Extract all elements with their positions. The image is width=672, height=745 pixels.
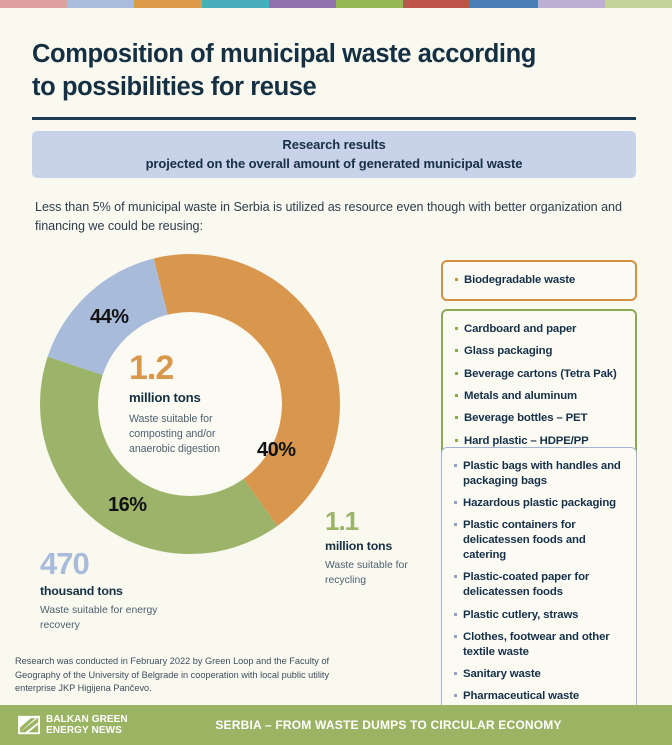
recycling-callout-unit: million tons <box>325 539 393 553</box>
legend-item-label: Plastic cutlery, straws <box>463 608 579 621</box>
legend-item-label: Glass packaging <box>464 345 553 358</box>
footer-bar <box>0 705 672 745</box>
legend-item <box>455 344 622 359</box>
bullet-icon <box>455 394 458 397</box>
bullet-icon <box>454 694 457 697</box>
recycling-callout-value: 1.1 <box>325 506 359 536</box>
legend-box-biodegradable <box>441 260 637 301</box>
legend-item <box>454 570 623 600</box>
bullet-icon <box>455 416 458 419</box>
legend-item-label: Plastic bags with handles and packaging bags <box>463 460 621 487</box>
bullet-icon <box>454 523 457 526</box>
legend-item-label: Hard plastic – HDPE/PP <box>464 434 589 447</box>
legend-item <box>455 367 622 382</box>
legend-item <box>454 459 623 489</box>
page-title-line-2: to possibilities for reuse <box>32 73 317 102</box>
donut-center-label <box>98 312 282 496</box>
logo-text-line-1: BALKAN GREEN <box>46 713 128 725</box>
energy-callout <box>40 548 180 633</box>
bullet-icon <box>454 464 457 467</box>
legend-item <box>455 411 622 426</box>
legend-item-label: Clothes, footwear and other textile waste <box>463 630 610 658</box>
top-color-segment-6 <box>403 0 470 8</box>
footer-title: SERBIA – FROM WASTE DUMPS TO CIRCULAR ECONOMY <box>215 718 562 732</box>
legend-item <box>454 496 623 511</box>
slice-percent-biodegradable: 44% <box>90 306 129 328</box>
bullet-icon <box>455 327 458 330</box>
top-color-segment-9 <box>605 0 672 8</box>
top-color-segment-2 <box>134 0 201 8</box>
legend-item <box>454 518 623 562</box>
legend-box-energy-recovery <box>441 447 637 716</box>
donut-center-value: 1.2 <box>129 349 174 388</box>
legend-item-label: Biodegradable waste <box>464 274 576 286</box>
research-results-banner <box>32 131 636 178</box>
banner-line-1: Research results <box>282 137 386 153</box>
bullet-icon <box>454 501 457 504</box>
legend-box-recyclable <box>441 309 637 461</box>
top-color-segment-4 <box>269 0 336 8</box>
recycling-callout-description: Waste suitable for recycling <box>325 560 408 586</box>
top-color-strip <box>0 0 672 8</box>
donut-center-description: Waste suitable for composting and/or anaerobic digestion <box>129 413 220 455</box>
bullet-icon <box>455 439 458 442</box>
title-divider <box>32 117 636 120</box>
legend-item-label: Cardboard and paper <box>464 323 577 335</box>
legend-item-label: Plastic-coated paper for delicatessen foods <box>463 571 590 599</box>
slice-percent-energy: 16% <box>108 494 147 516</box>
legend-item-label: Plastic containers for delicatessen foods and catering <box>463 519 586 562</box>
bullet-icon <box>454 672 457 675</box>
legend-item-label: Hazardous plastic packaging <box>463 497 616 510</box>
bullet-icon <box>454 575 457 578</box>
bullet-icon <box>455 349 458 352</box>
logo-text-line-2: ENERGY NEWS <box>46 725 122 736</box>
legend-item <box>454 630 623 660</box>
slice-percent-recyclable: 40% <box>257 439 296 461</box>
bullet-icon <box>454 613 457 616</box>
legend-item <box>455 389 622 404</box>
top-color-segment-5 <box>336 0 403 8</box>
legend-item-label: Metals and aluminum <box>464 389 577 402</box>
top-color-segment-3 <box>202 0 269 8</box>
source-note: Research was conducted in February 2022 by Green Loop and the Faculty of Geography of the University of Belgrade in cooperation with local public utility enterprise JKP Higijena Pančevo. <box>15 656 330 694</box>
page-title-line-1: Composition of municipal waste according <box>32 40 536 68</box>
legend-item-label: Beverage cartons (Tetra Pak) <box>464 367 617 380</box>
bullet-icon <box>455 372 458 375</box>
recycling-callout <box>325 508 435 588</box>
banner-line-2: projected on the overall amount of generated municipal waste <box>145 155 523 171</box>
legend-item <box>454 608 623 623</box>
bullet-icon <box>454 635 457 638</box>
bullet-icon <box>455 278 458 281</box>
legend-item <box>455 322 622 337</box>
legend-item-label: Pharmaceutical waste <box>463 690 580 703</box>
page-title <box>32 38 612 104</box>
legend-item <box>455 273 622 288</box>
waste-composition-donut-chart <box>40 254 340 554</box>
donut-center-unit: million tons <box>129 390 201 406</box>
energy-callout-unit: thousand tons <box>40 584 123 598</box>
top-color-segment-1 <box>67 0 134 8</box>
top-color-segment-0 <box>0 0 67 8</box>
top-color-segment-8 <box>538 0 605 8</box>
intro-paragraph: Less than 5% of municipal waste in Serbia is utilized as resource even though with better organization and financing we could be reusing: <box>35 200 622 234</box>
legend-item-label: Beverage bottles – PET <box>464 412 588 425</box>
legend-item-label: Sanitary waste <box>463 668 541 681</box>
legend-item <box>454 667 623 682</box>
energy-callout-description: Waste suitable for energy recovery <box>40 605 158 631</box>
top-color-segment-7 <box>470 0 537 8</box>
legend-item <box>454 689 623 704</box>
energy-callout-value: 470 <box>40 546 89 581</box>
